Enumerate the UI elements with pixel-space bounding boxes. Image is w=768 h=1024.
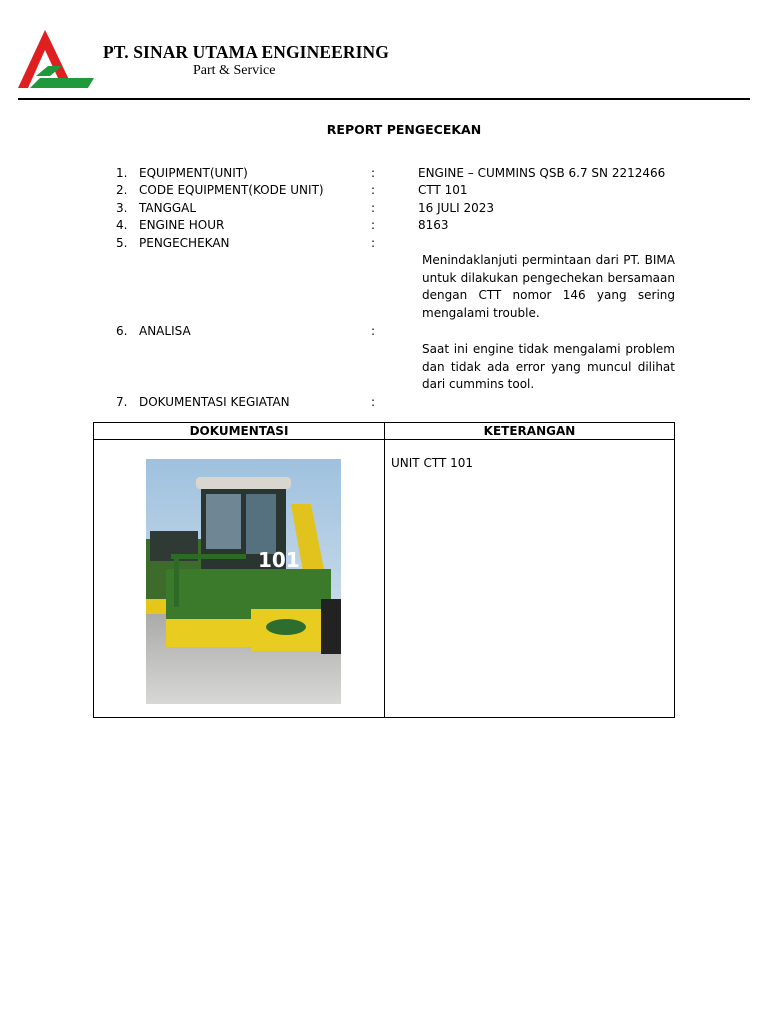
table-header-dokumentasi: DOKUMENTASI (189, 424, 289, 438)
item-value: ENGINE – CUMMINS QSB 6.7 SN 2212466 (418, 166, 666, 180)
unit-photo (146, 459, 341, 704)
item-label: PENGECHEKAN (139, 236, 230, 250)
pengechekan-text: Menindaklanjuti permintaan dari PT. BIMA untuk dilakukan pengechekan bersamaan dengan CTT nomor 146 yang sering mengalami trouble. (422, 253, 675, 321)
item-number: 5. (116, 236, 128, 250)
documentation-table (93, 422, 675, 718)
item-label: ENGINE HOUR (139, 218, 225, 232)
item-value: CTT 101 (418, 183, 468, 197)
report-title: REPORT PENGECEKAN (326, 122, 482, 137)
item-number: 4. (116, 218, 128, 232)
item-label: TANGGAL (139, 201, 197, 215)
item-number: 3. (116, 201, 128, 215)
item-number: 2. (116, 183, 128, 197)
item-colon: : (371, 201, 376, 215)
item-colon: : (371, 236, 376, 250)
item-label: ANALISA (139, 324, 191, 338)
item-colon: : (371, 183, 376, 197)
analisa-text: Saat ini engine tidak mengalami problem dan tidak ada error yang muncul dilihat dari cummins tool. (422, 342, 675, 392)
item-value: 8163 (418, 218, 449, 232)
item-number: 6. (116, 324, 128, 338)
unit-photo-illustration (146, 459, 341, 704)
table-header-keterangan: KETERANGAN (483, 424, 576, 438)
company-name: PT. SINAR UTAMA ENGINEERING (103, 42, 389, 62)
company-tagline: Part & Service (193, 63, 276, 78)
item-value: 16 JULI 2023 (418, 201, 494, 215)
item-number: 1. (116, 166, 128, 180)
item-label: CODE EQUIPMENT(KODE UNIT) (139, 183, 324, 197)
item-number: 7. (116, 395, 128, 409)
item-label: DOKUMENTASI KEGIATAN (139, 395, 290, 409)
header-divider (18, 98, 750, 100)
item-colon: : (371, 166, 376, 180)
item-colon: : (371, 324, 376, 338)
item-label: EQUIPMENT(UNIT) (139, 166, 248, 180)
table-header-divider (94, 439, 674, 440)
triangle-logo-icon (18, 28, 96, 90)
item-colon: : (371, 395, 376, 409)
photo-unit-number: 101 (258, 548, 300, 572)
keterangan-text: UNIT CTT 101 (391, 456, 473, 470)
item-colon: : (371, 218, 376, 232)
table-column-divider (384, 423, 385, 717)
